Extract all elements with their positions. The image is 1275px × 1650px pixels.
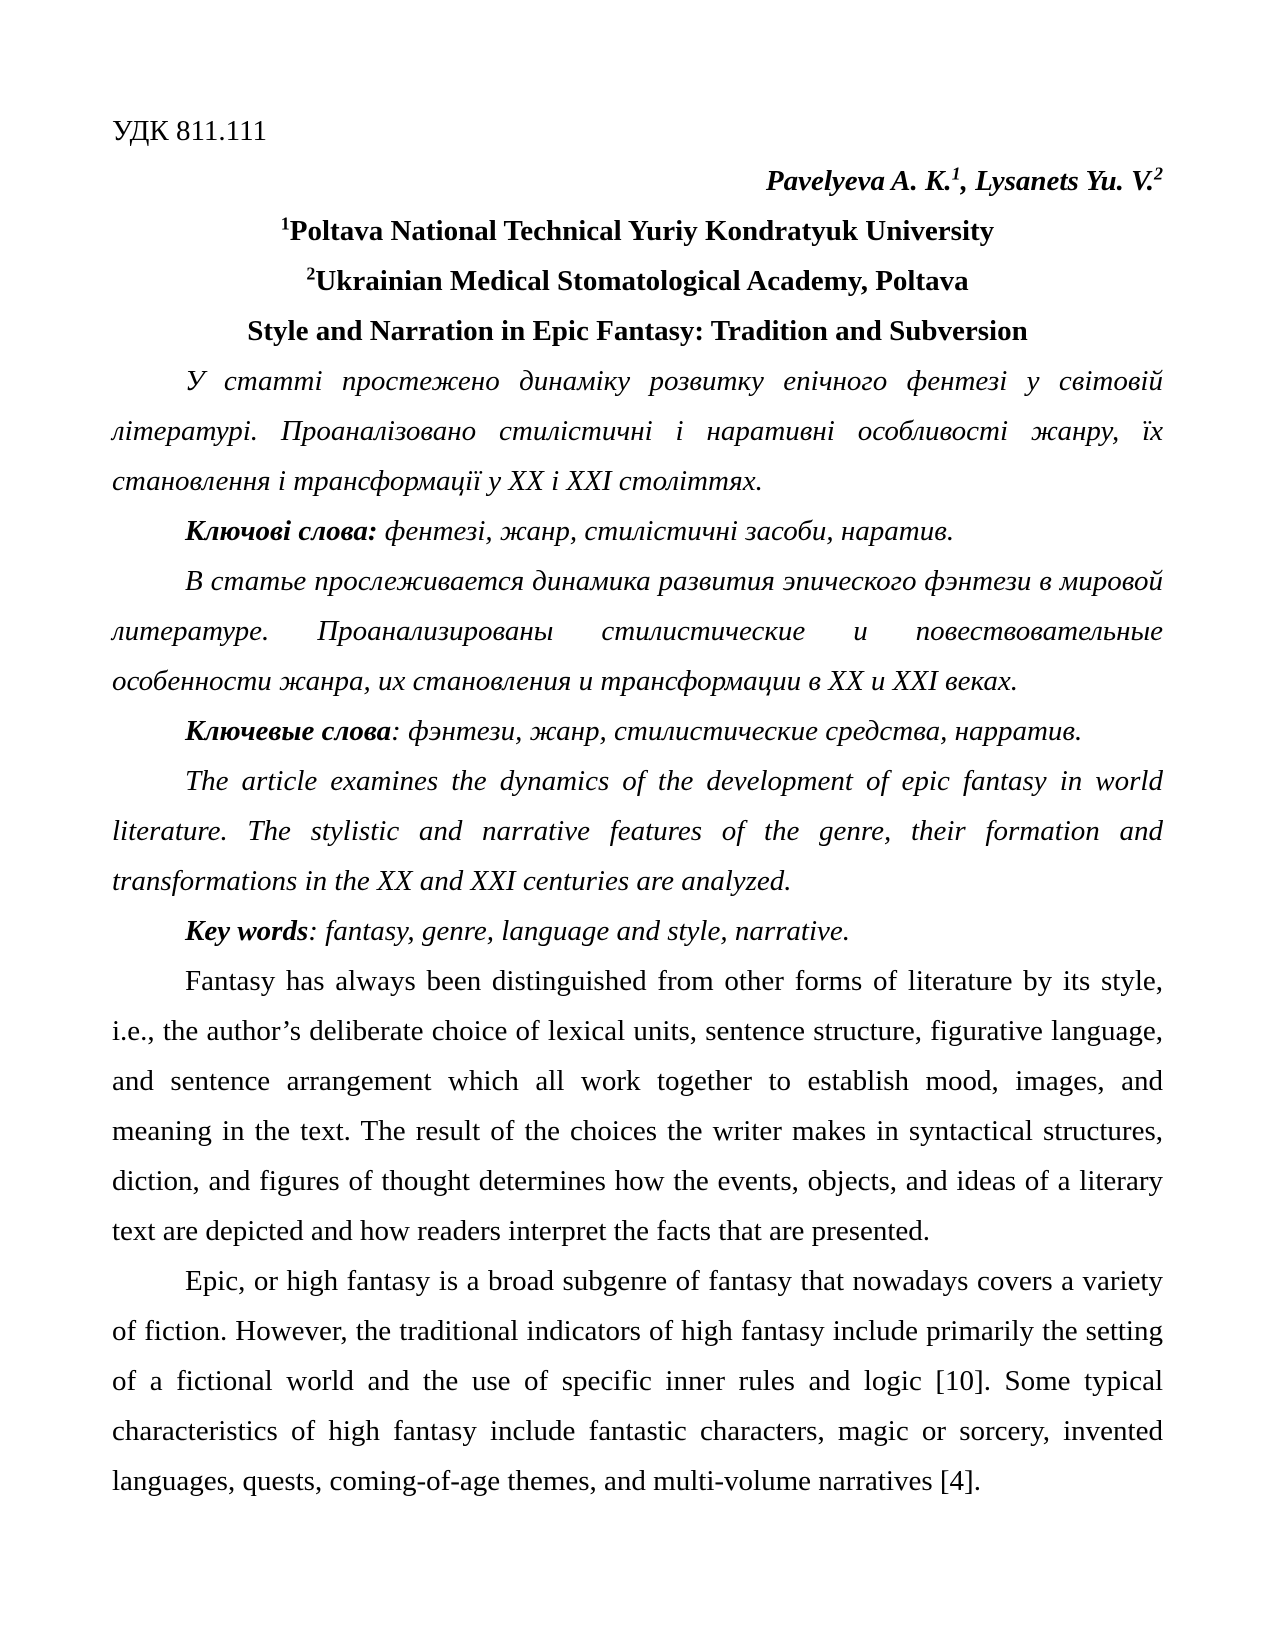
affiliation-2-name: Ukrainian Medical Stomatological Academy, Poltava — [315, 265, 969, 297]
authors-separator: , — [960, 165, 976, 197]
keywords-english-text: : fantasy, genre, language and style, narrative. — [308, 915, 851, 947]
keywords-ukrainian-text: фентезі, жанр, стилістичні засоби, наратив. — [377, 515, 955, 547]
author-2-name: Lysanets Yu. V. — [975, 165, 1155, 197]
author-1-name: Pavelyeva A. K. — [765, 165, 952, 197]
abstract-ukrainian: У статті простежено динаміку розвитку епічного фентезі у світовій літературі. Проаналізовано стилістичні і наративні особливості жанру, їх становлення і трансформації у XX і XXI століттях. — [112, 365, 1163, 497]
keywords-english-label: Key words — [185, 915, 309, 947]
abstract-russian: В статье прослеживается динамика развития эпического фэнтези в мировой литературе. Проанализированы стилистические и повествовательные особенности жанра, их становления и трансформации в XX и XXI веках. — [112, 565, 1163, 697]
affiliation-2-superscript: 2 — [306, 263, 316, 284]
author-2-superscript: 2 — [1154, 163, 1163, 184]
keywords-russian-label: Ключевые слова — [185, 715, 392, 747]
author-1-superscript: 1 — [951, 163, 961, 184]
body-paragraph-1: Fantasy has always been distinguished from other forms of literature by its style, i.e., the author’s deliberate choice of lexical units, sentence structure, figurative language, and sentence arrangement which all work together to establish mood, images, and meaning in the text. The result of the choices the writer makes in syntactical structures, diction, and figures of thought determines how the events, objects, and ideas of a literary text are depicted and how readers interpret the facts that are presented. — [112, 965, 1163, 1247]
authors-line — [112, 156, 1163, 206]
affiliation-1-superscript: 1 — [280, 213, 290, 234]
udc-number: УДК 811.111 — [112, 115, 267, 147]
keywords-ukrainian — [112, 506, 1163, 556]
body-paragraph-2: Epic, or high fantasy is a broad subgenre of fantasy that nowadays covers a variety of fiction. However, the traditional indicators of high fantasy include primarily the setting of a fictional world and the use of specific inner rules and logic [10]. Some typical characteristics of high fantasy include fantastic characters, magic or sorcery, invented languages, quests, coming-of-age themes, and multi-volume narratives [4]. — [112, 1265, 1163, 1497]
keywords-ukrainian-label: Ключові слова: — [185, 515, 378, 547]
affiliation-1 — [112, 206, 1163, 256]
keywords-english — [112, 906, 1163, 956]
keywords-russian — [112, 706, 1163, 756]
keywords-russian-text: : фэнтези, жанр, стилистические средства, нарратив. — [391, 715, 1083, 747]
affiliation-2 — [112, 256, 1163, 306]
affiliation-1-name: Poltava National Technical Yuriy Kondratyuk University — [289, 215, 995, 247]
abstract-english: The article examines the dynamics of the development of epic fantasy in world literature. The stylistic and narrative features of the genre, their formation and transformations in the XX and XXI centuries are analyzed. — [112, 765, 1163, 897]
article-title: Style and Narration in Epic Fantasy: Tradition and Subversion — [247, 315, 1028, 347]
